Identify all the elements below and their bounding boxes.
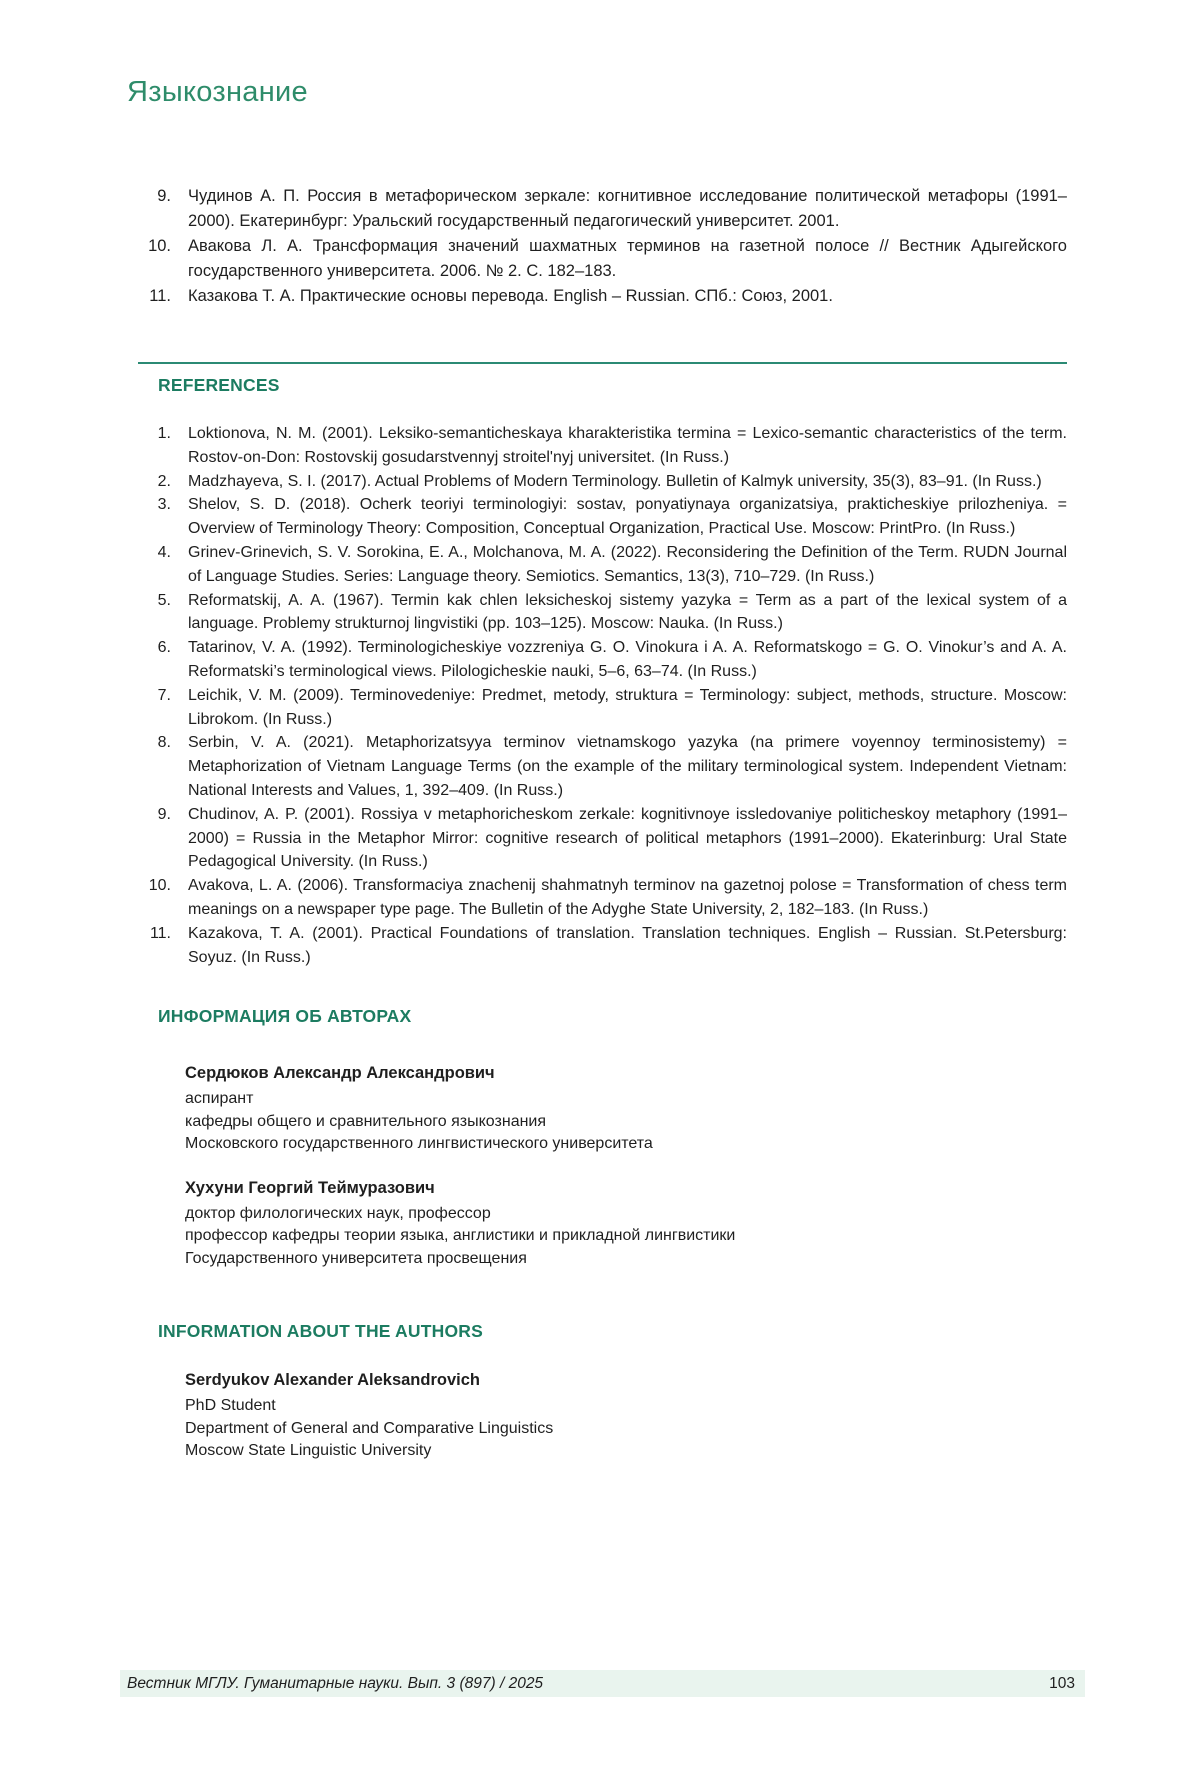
author-block-en-1 [185, 1368, 1067, 1463]
references-heading: REFERENCES [158, 375, 280, 395]
author-position: аспирант [185, 1090, 254, 1108]
reference-text: Grinev-Grinevich, S. V. Sorokina, E. A., Molchanova, M. A. (2022). Reconsidering the Definition of the Term. RUDN Journal of Language Studies. Series: Language theory. Semiotics. Semantics, 13(3), 710–729. (In Russ.) [188, 543, 1067, 585]
author-university: Moscow State Linguistic University [185, 1442, 432, 1460]
author-block-ru-1 [185, 1061, 1067, 1156]
reference-item [127, 422, 1067, 470]
author-university: Московского государственного лингвистического университета [185, 1135, 653, 1153]
author-name: Хухуни Георгий Теймуразович [185, 1178, 435, 1197]
reference-number: 2. [157, 472, 171, 490]
reference-text: Shelov, S. D. (2018). Ocherk teoriyi terminologiyi: sostav, ponyatiynaya organizatsiya, prakticheskiye prilozheniya. = Overview of Terminology Theory: Composition, Conceptual Organization, Practical Use. Moscow: PrintPro. (In Russ.) [188, 496, 1067, 538]
reference-item [127, 184, 1067, 234]
author-position: PhD Student [185, 1397, 276, 1415]
author-department: Department of General and Comparative Linguistics [185, 1419, 554, 1437]
reference-text: Авакова Л. А. Трансформация значений шахматных терминов на газетной полосе // Вестник Адыгейского государственного университета. 2006. № 2. С. 182–183. [188, 237, 1067, 280]
reference-text: Tatarinov, V. A. (1992). Terminologicheskiye vozzreniya G. O. Vinokura i A. A. Reformatskogo = G. O. Vinokur’s and A. A. Reformatski’s terminological views. Pilologicheskie nauki, 5–6, 63–74. (In Russ.) [188, 639, 1067, 680]
reference-number: 3. [157, 496, 171, 514]
footer [120, 1670, 1085, 1697]
reference-number: 1. [157, 425, 171, 442]
reference-item [127, 922, 1067, 970]
reference-text: Kazakova, T. A. (2001). Practical Foundations of translation. Translation techniques. English – Russian. St.Petersburg: Soyuz. (In Russ.) [188, 924, 1067, 966]
reference-item [127, 541, 1067, 589]
reference-text: Chudinov, A. P. (2001). Rossiya v metaphoricheskom zerkale: kognitivnoye issledovaniye politicheskoy metaphory (1991–2000) = Russia in the Metaphor Mirror: cognitive research of political metaphors (1991–2000). Ekaterinburg: Ural State Pedagogical University. (In Russ.) [188, 805, 1067, 871]
footer-journal-title: Вестник МГЛУ. Гуманитарные науки. Вып. 3 (897) / 2025 [127, 1674, 544, 1692]
author-block-ru-2 [185, 1176, 1067, 1271]
reference-item [127, 803, 1067, 874]
reference-number: 11. [149, 924, 171, 942]
journal-page [0, 74, 1200, 1463]
reference-text: Avakova, L. A. (2006). Transformaciya znachenij shahmatnyh terminov na gazetnoj polose = Transformation of chess term meanings on a newspaper type page. The Bulletin of the Adyghe State University, 2, 182–183. (In Russ.) [188, 877, 1067, 918]
reference-text: Reformatskij, A. A. (1967). Termin kak chlen leksicheskoj sistemy yazyka = Term as a part of the lexical system of a language. Problemy strukturnoj lingvistiki (pp. 103–125). Moscow: Nauka. (In Russ.) [188, 591, 1067, 633]
reference-number: 10. [148, 877, 171, 895]
page-title: Языкознание [127, 76, 308, 108]
reference-text: Madzhayeva, S. I. (2017). Actual Problems of Modern Terminology. Bulletin of Kalmyk university, 35(3), 83–91. (In Russ.) [188, 472, 1042, 490]
reference-item [127, 284, 1067, 309]
reference-item [127, 731, 1067, 802]
reference-item [127, 636, 1067, 684]
author-position: профессор кафедры теории языка, англистики и прикладной лингвистики [185, 1227, 736, 1245]
reference-number: 5. [157, 591, 171, 609]
english-references-list [127, 422, 1067, 969]
reference-item [127, 874, 1067, 922]
reference-text: Serbin, V. A. (2021). Metaphorizatsyya terminov vietnamskogo yazyka (na primere voyennoy terminosistemy) = Metaphorization of Vietnam Language Terms (on the example of the military terminological system. Independent Vietnam: National Interests and Values, 1, 392–409. (In Russ.) [188, 734, 1067, 799]
authors-info-en-heading: INFORMATION ABOUT THE AUTHORS [158, 1321, 483, 1342]
reference-number: 9. [157, 805, 171, 823]
author-university: Государственного университета просвещения [185, 1249, 527, 1267]
reference-number: 9. [157, 187, 171, 205]
reference-item [127, 589, 1067, 637]
reference-item [127, 684, 1067, 732]
reference-text: Leichik, V. M. (2009). Terminovedeniye: Predmet, metody, struktura = Terminology: subject, methods, structure. Moscow: Librokom. (In Russ.) [188, 686, 1067, 728]
reference-number: 4. [157, 543, 171, 561]
author-name: Сердюков Александр Александрович [185, 1064, 495, 1083]
reference-number: 8. [157, 734, 171, 752]
reference-item [127, 234, 1067, 284]
author-department: кафедры общего и сравнительного языкознания [185, 1112, 547, 1130]
footer-page-number: 103 [1049, 1674, 1075, 1692]
section-divider [138, 362, 1067, 364]
reference-item [127, 493, 1067, 541]
reference-number: 10. [148, 237, 171, 255]
reference-number: 6. [157, 639, 171, 657]
authors-info-ru-heading: ИНФОРМАЦИЯ ОБ АВТОРАХ [158, 1006, 412, 1027]
reference-text: Казакова Т. А. Практические основы перевода. English – Russian. СПб.: Союз, 2001. [188, 287, 833, 305]
author-degree: доктор филологических наук, профессор [185, 1204, 491, 1222]
author-name: Serdyukov Alexander Aleksandrovich [185, 1371, 480, 1390]
russian-references-list [127, 184, 1067, 309]
reference-text: Чудинов А. П. Россия в метафорическом зеркале: когнитивное исследование политической метафоры (1991–2000). Екатеринбург: Уральский государственный педагогический университет. 2001. [188, 187, 1067, 230]
reference-number: 11. [149, 287, 171, 305]
reference-item [127, 470, 1067, 494]
reference-text: Loktionova, N. M. (2001). Leksiko-semanticheskaya kharakteristika termina = Lexico-semantic characteristics of the term. Rostov-on-Don: Rostovskij gosudarstvennyj stroitel'nyj universitet. (In Russ.) [188, 425, 1067, 466]
reference-number: 7. [157, 686, 171, 704]
